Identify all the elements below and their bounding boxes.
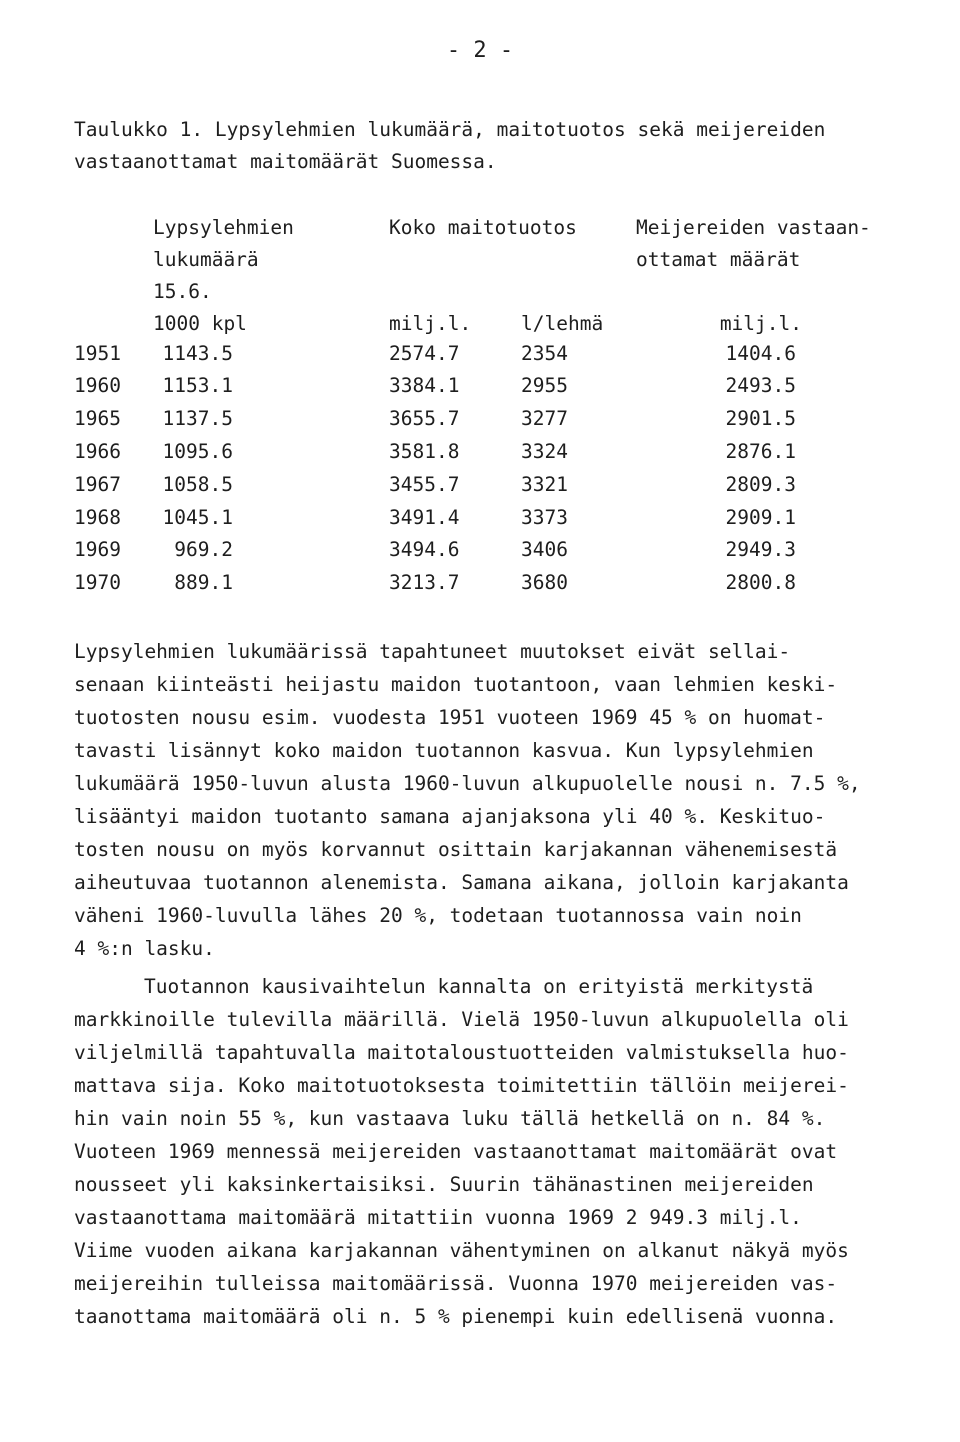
cell-total: 3491.4	[389, 506, 460, 529]
paragraph-line: markkinoille tulevilla määrillä. Vielä 1950-luvun alkupuolella oli	[74, 1008, 849, 1031]
paragraph-line: nousseet yli kaksinkertaisiksi. Suurin tähänastinen meijereiden	[74, 1173, 814, 1196]
table-row	[0, 535, 960, 567]
paragraph-line: viljelmillä tapahtuvalla maitotaloustuotteiden valmistuksella huo-	[74, 1041, 849, 1064]
cell-dairy: 2909.1	[725, 506, 796, 529]
cell-year: 1967	[74, 473, 121, 496]
cell-year: 1968	[74, 506, 121, 529]
cell-per-cow: 2354	[521, 342, 568, 365]
header-dairies-line-1: Meijereiden vastaan-	[636, 216, 871, 239]
cell-dairy: 2876.1	[725, 440, 796, 463]
cell-dairy: 2800.8	[725, 571, 796, 594]
paragraph-2	[74, 970, 944, 1333]
cell-per-cow: 3321	[521, 473, 568, 496]
paragraph-line: tosten nousu on myös korvannut osittain karjakannan vähenemisestä	[74, 838, 838, 861]
cell-year: 1951	[74, 342, 121, 365]
table-caption-line-2: vastaanottamat maitomäärät Suomessa.	[74, 150, 497, 173]
cell-year: 1966	[74, 440, 121, 463]
cell-total: 3455.7	[389, 473, 460, 496]
cell-dairy: 2493.5	[725, 374, 796, 397]
table-row	[0, 339, 960, 371]
header-total-milk: Koko maitotuotos	[389, 216, 577, 239]
table-row	[0, 437, 960, 469]
paragraph-line: lisääntyi maidon tuotanto samana ajanjaksona yli 40 %. Keskituo-	[74, 805, 826, 828]
paragraph-1	[74, 635, 944, 965]
cell-per-cow: 3324	[521, 440, 568, 463]
cell-year: 1969	[74, 538, 121, 561]
header-cows-line-4: 1000 kpl	[153, 312, 247, 335]
cell-per-cow: 2955	[521, 374, 568, 397]
cell-total: 3494.6	[389, 538, 460, 561]
cell-total: 3655.7	[389, 407, 460, 430]
paragraph-line: Lypsylehmien lukumäärissä tapahtuneet muutokset eivät sellai-	[74, 640, 791, 663]
header-dairies-line-2: ottamat määrät	[636, 248, 801, 271]
table-row	[0, 371, 960, 403]
cell-total: 3213.7	[389, 571, 460, 594]
cell-cows: 1143.5	[162, 342, 233, 365]
table-row	[0, 503, 960, 535]
table-caption-line-1: Taulukko 1. Lypsylehmien lukumäärä, maitotuotos sekä meijereiden	[74, 118, 826, 141]
paragraph-line: vastaanottama maitomäärä mitattiin vuonna 1969 2 949.3 milj.l.	[74, 1206, 802, 1229]
cell-dairy: 1404.6	[725, 342, 796, 365]
table-row	[0, 404, 960, 436]
cell-year: 1970	[74, 571, 121, 594]
cell-cows: 1045.1	[162, 506, 233, 529]
paragraph-line: Tuotannon kausivaihtelun kannalta on erityistä merkitystä	[144, 975, 814, 998]
table-row	[0, 470, 960, 502]
cell-cows: 969.2	[174, 538, 233, 561]
cell-per-cow: 3406	[521, 538, 568, 561]
cell-cows: 1095.6	[162, 440, 233, 463]
paragraph-line: lukumäärä 1950-luvun alusta 1960-luvun alkupuolelle nousi n. 7.5 %,	[74, 772, 861, 795]
paragraph-line: taanottama maitomäärä oli n. 5 % pienempi kuin edellisenä vuonna.	[74, 1305, 838, 1328]
paragraph-line: aiheutuvaa tuotannon alenemista. Samana aikana, jolloin karjakanta	[74, 871, 849, 894]
cell-per-cow: 3373	[521, 506, 568, 529]
cell-per-cow: 3680	[521, 571, 568, 594]
header-cows-line-1: Lypsylehmien	[153, 216, 294, 239]
table-row	[0, 568, 960, 600]
paragraph-line: senaan kiinteästi heijastu maidon tuotantoon, vaan lehmien keski-	[74, 673, 838, 696]
cell-cows: 1137.5	[162, 407, 233, 430]
unit-total-milk: milj.l.	[389, 312, 472, 335]
cell-total: 3581.8	[389, 440, 460, 463]
cell-dairy: 2949.3	[725, 538, 796, 561]
paragraph-line: mattava sija. Koko maitotuotoksesta toimitettiin tällöin meijerei-	[74, 1074, 849, 1097]
cell-cows: 889.1	[174, 571, 233, 594]
cell-dairy: 2901.5	[725, 407, 796, 430]
cell-year: 1960	[74, 374, 121, 397]
cell-total: 3384.1	[389, 374, 460, 397]
header-cows-line-2: lukumäärä	[153, 248, 259, 271]
paragraph-line: Vuoteen 1969 mennessä meijereiden vastaanottamat maitomäärät ovat	[74, 1140, 838, 1163]
paragraph-line: hin vain noin 55 %, kun vastaava luku tällä hetkellä on n. 84 %.	[74, 1107, 826, 1130]
paragraph-line: Viime vuoden aikana karjakannan vähentyminen on alkanut näkyä myös	[74, 1239, 849, 1262]
page-number: - 2 -	[446, 38, 514, 63]
paragraph-line: 4 %:n lasku.	[74, 937, 215, 960]
cell-cows: 1058.5	[162, 473, 233, 496]
header-cows-line-3: 15.6.	[153, 280, 212, 303]
cell-dairy: 2809.3	[725, 473, 796, 496]
cell-year: 1965	[74, 407, 121, 430]
paragraph-line: väheni 1960-luvulla lähes 20 %, todetaan tuotannossa vain noin	[74, 904, 802, 927]
cell-total: 2574.7	[389, 342, 460, 365]
cell-per-cow: 3277	[521, 407, 568, 430]
paragraph-line: tuotosten nousu esim. vuodesta 1951 vuoteen 1969 45 % on huomat-	[74, 706, 826, 729]
unit-per-cow: l/lehmä	[521, 312, 604, 335]
unit-dairy: milj.l.	[719, 312, 802, 335]
paragraph-line: meijereihin tulleissa maitomäärissä. Vuonna 1970 meijereiden vas-	[74, 1272, 838, 1295]
cell-cows: 1153.1	[162, 374, 233, 397]
paragraph-line: tavasti lisännyt koko maidon tuotannon kasvua. Kun lypsylehmien	[74, 739, 814, 762]
